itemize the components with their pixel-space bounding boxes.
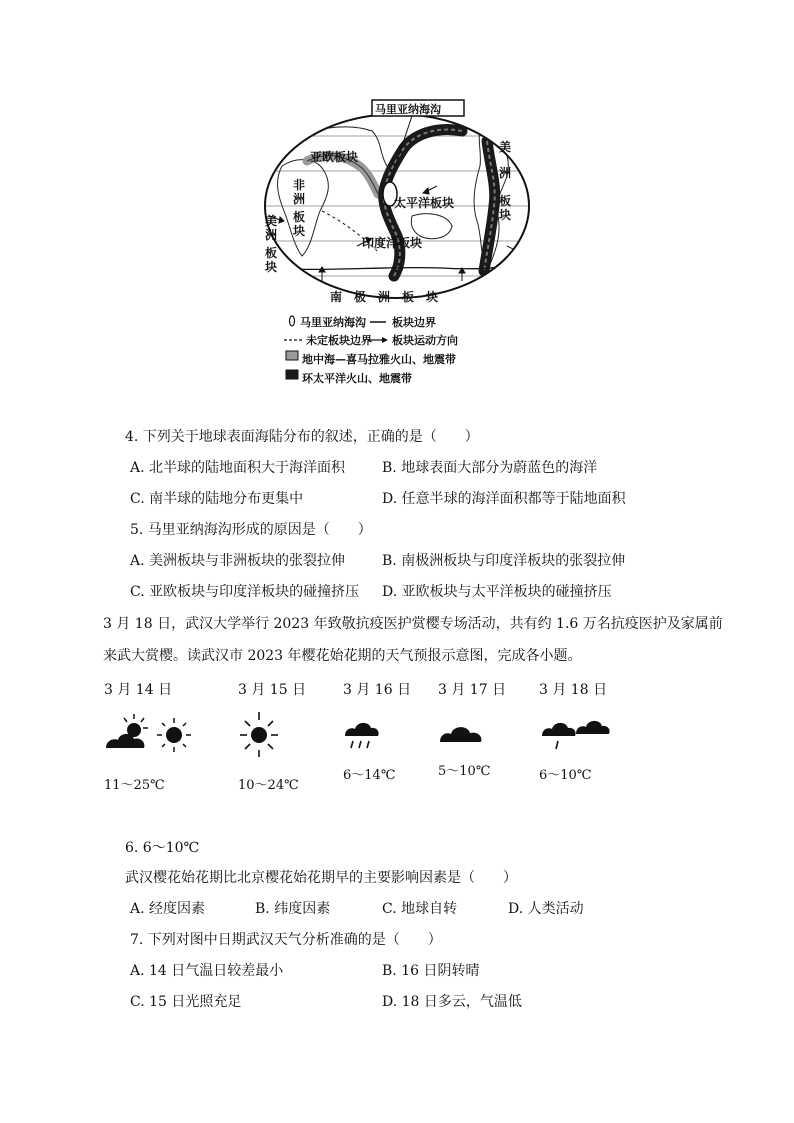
legend-movement-direction: 板块运动方向	[392, 334, 458, 347]
q7-option-a: A. 14 日气温日较差最小	[130, 963, 284, 979]
q6-option-c: C. 地球自转	[382, 901, 458, 917]
passage-line-2: 来武大赏樱。读武汉市 2023 年樱花始花期的天气预报示意图，完成各小题。	[103, 648, 582, 664]
q6-number: 6. 6～10℃	[125, 840, 200, 856]
sunny-icon	[238, 710, 280, 758]
weather-temp-14: 11～25℃	[104, 778, 165, 793]
legend-undetermined-boundary: 未定板块边界	[306, 334, 372, 347]
light-rain-icon	[343, 716, 381, 752]
weather-date-14: 3 月 14 日	[104, 682, 173, 698]
map-callout-label: 马里亚纳海沟	[375, 103, 441, 116]
legend-trench: 马里亚纳海沟	[300, 316, 366, 329]
weather-temp-15: 10～24℃	[238, 778, 299, 793]
q4-stem: 4. 下列关于地球表面海陆分布的叙述，正确的是（ ）	[125, 429, 479, 445]
plate-map-figure	[262, 96, 532, 392]
american-plate-label: 美 洲 板 块	[498, 140, 511, 222]
q7-option-b: B. 16 日阴转晴	[382, 963, 480, 979]
weather-date-16: 3 月 16 日	[343, 682, 412, 698]
weather-temp-16: 6～14℃	[343, 768, 396, 783]
q4-option-a: A. 北半球的陆地面积大于海洋面积	[130, 460, 346, 476]
cloudy-to-sunny-icon	[104, 712, 194, 756]
legend-boundary: 板块边界	[392, 316, 436, 329]
weather-date-15: 3 月 15 日	[238, 682, 307, 698]
q6-stem: 武汉樱花始花期比北京樱花始花期早的主要影响因素是（ ）	[125, 870, 517, 886]
pacific-plate-label: 太平洋板块	[394, 196, 455, 210]
q6-option-a: A. 经度因素	[130, 901, 206, 917]
weather-temp-18: 6～10℃	[539, 768, 592, 783]
weather-date-17: 3 月 17 日	[438, 682, 507, 698]
weather-temp-17: 5～10℃	[438, 764, 491, 779]
q6-option-d: D. 人类活动	[508, 901, 584, 917]
rain-to-overcast-icon	[540, 718, 612, 752]
legend-mediterranean-belt: 地中海—喜马拉雅火山、地震带	[302, 353, 456, 366]
weather-date-18: 3 月 18 日	[539, 682, 608, 698]
q6-option-b: B. 纬度因素	[255, 901, 331, 917]
american-plate-left-label: 美 洲 板 块	[264, 214, 277, 274]
q5-option-b: B. 南极洲板块与印度洋板块的张裂拉伸	[382, 553, 626, 569]
q4-option-b: B. 地球表面大部分为蔚蓝色的海洋	[382, 460, 598, 476]
q5-option-c: C. 亚欧板块与印度洋板块的碰撞挤压	[130, 584, 360, 600]
q7-option-d: D. 18 日多云，气温低	[382, 994, 522, 1010]
antarctic-plate-label: 南 极 洲 板 块	[330, 290, 439, 304]
eurasian-plate-label: 亚欧板块	[310, 150, 359, 164]
african-plate-label: 非 洲 板 块	[292, 178, 305, 238]
q5-stem: 5. 马里亚纳海沟形成的原因是（ ）	[130, 522, 372, 538]
q7-option-c: C. 15 日光照充足	[130, 994, 242, 1010]
q4-option-c: C. 南半球的陆地分布更集中	[130, 491, 304, 507]
q7-stem: 7. 下列对图中日期武汉天气分析准确的是（ ）	[130, 932, 442, 948]
overcast-icon	[438, 722, 484, 746]
q4-option-d: D. 任意半球的海洋面积都等于陆地面积	[382, 491, 626, 507]
passage-line-1: 3 月 18 日，武汉大学举行 2023 年致敬抗疫医护赏樱专场活动，共有约 1.6 万名抗疫医护及家属前	[103, 616, 723, 632]
q5-option-d: D. 亚欧板块与太平洋板块的碰撞挤压	[382, 584, 612, 600]
q5-option-a: A. 美洲板块与非洲板块的张裂拉伸	[130, 553, 346, 569]
indian-plate-label: 印度洋板块	[362, 236, 423, 250]
legend-pacific-belt: 环太平洋火山、地震带	[302, 372, 412, 385]
